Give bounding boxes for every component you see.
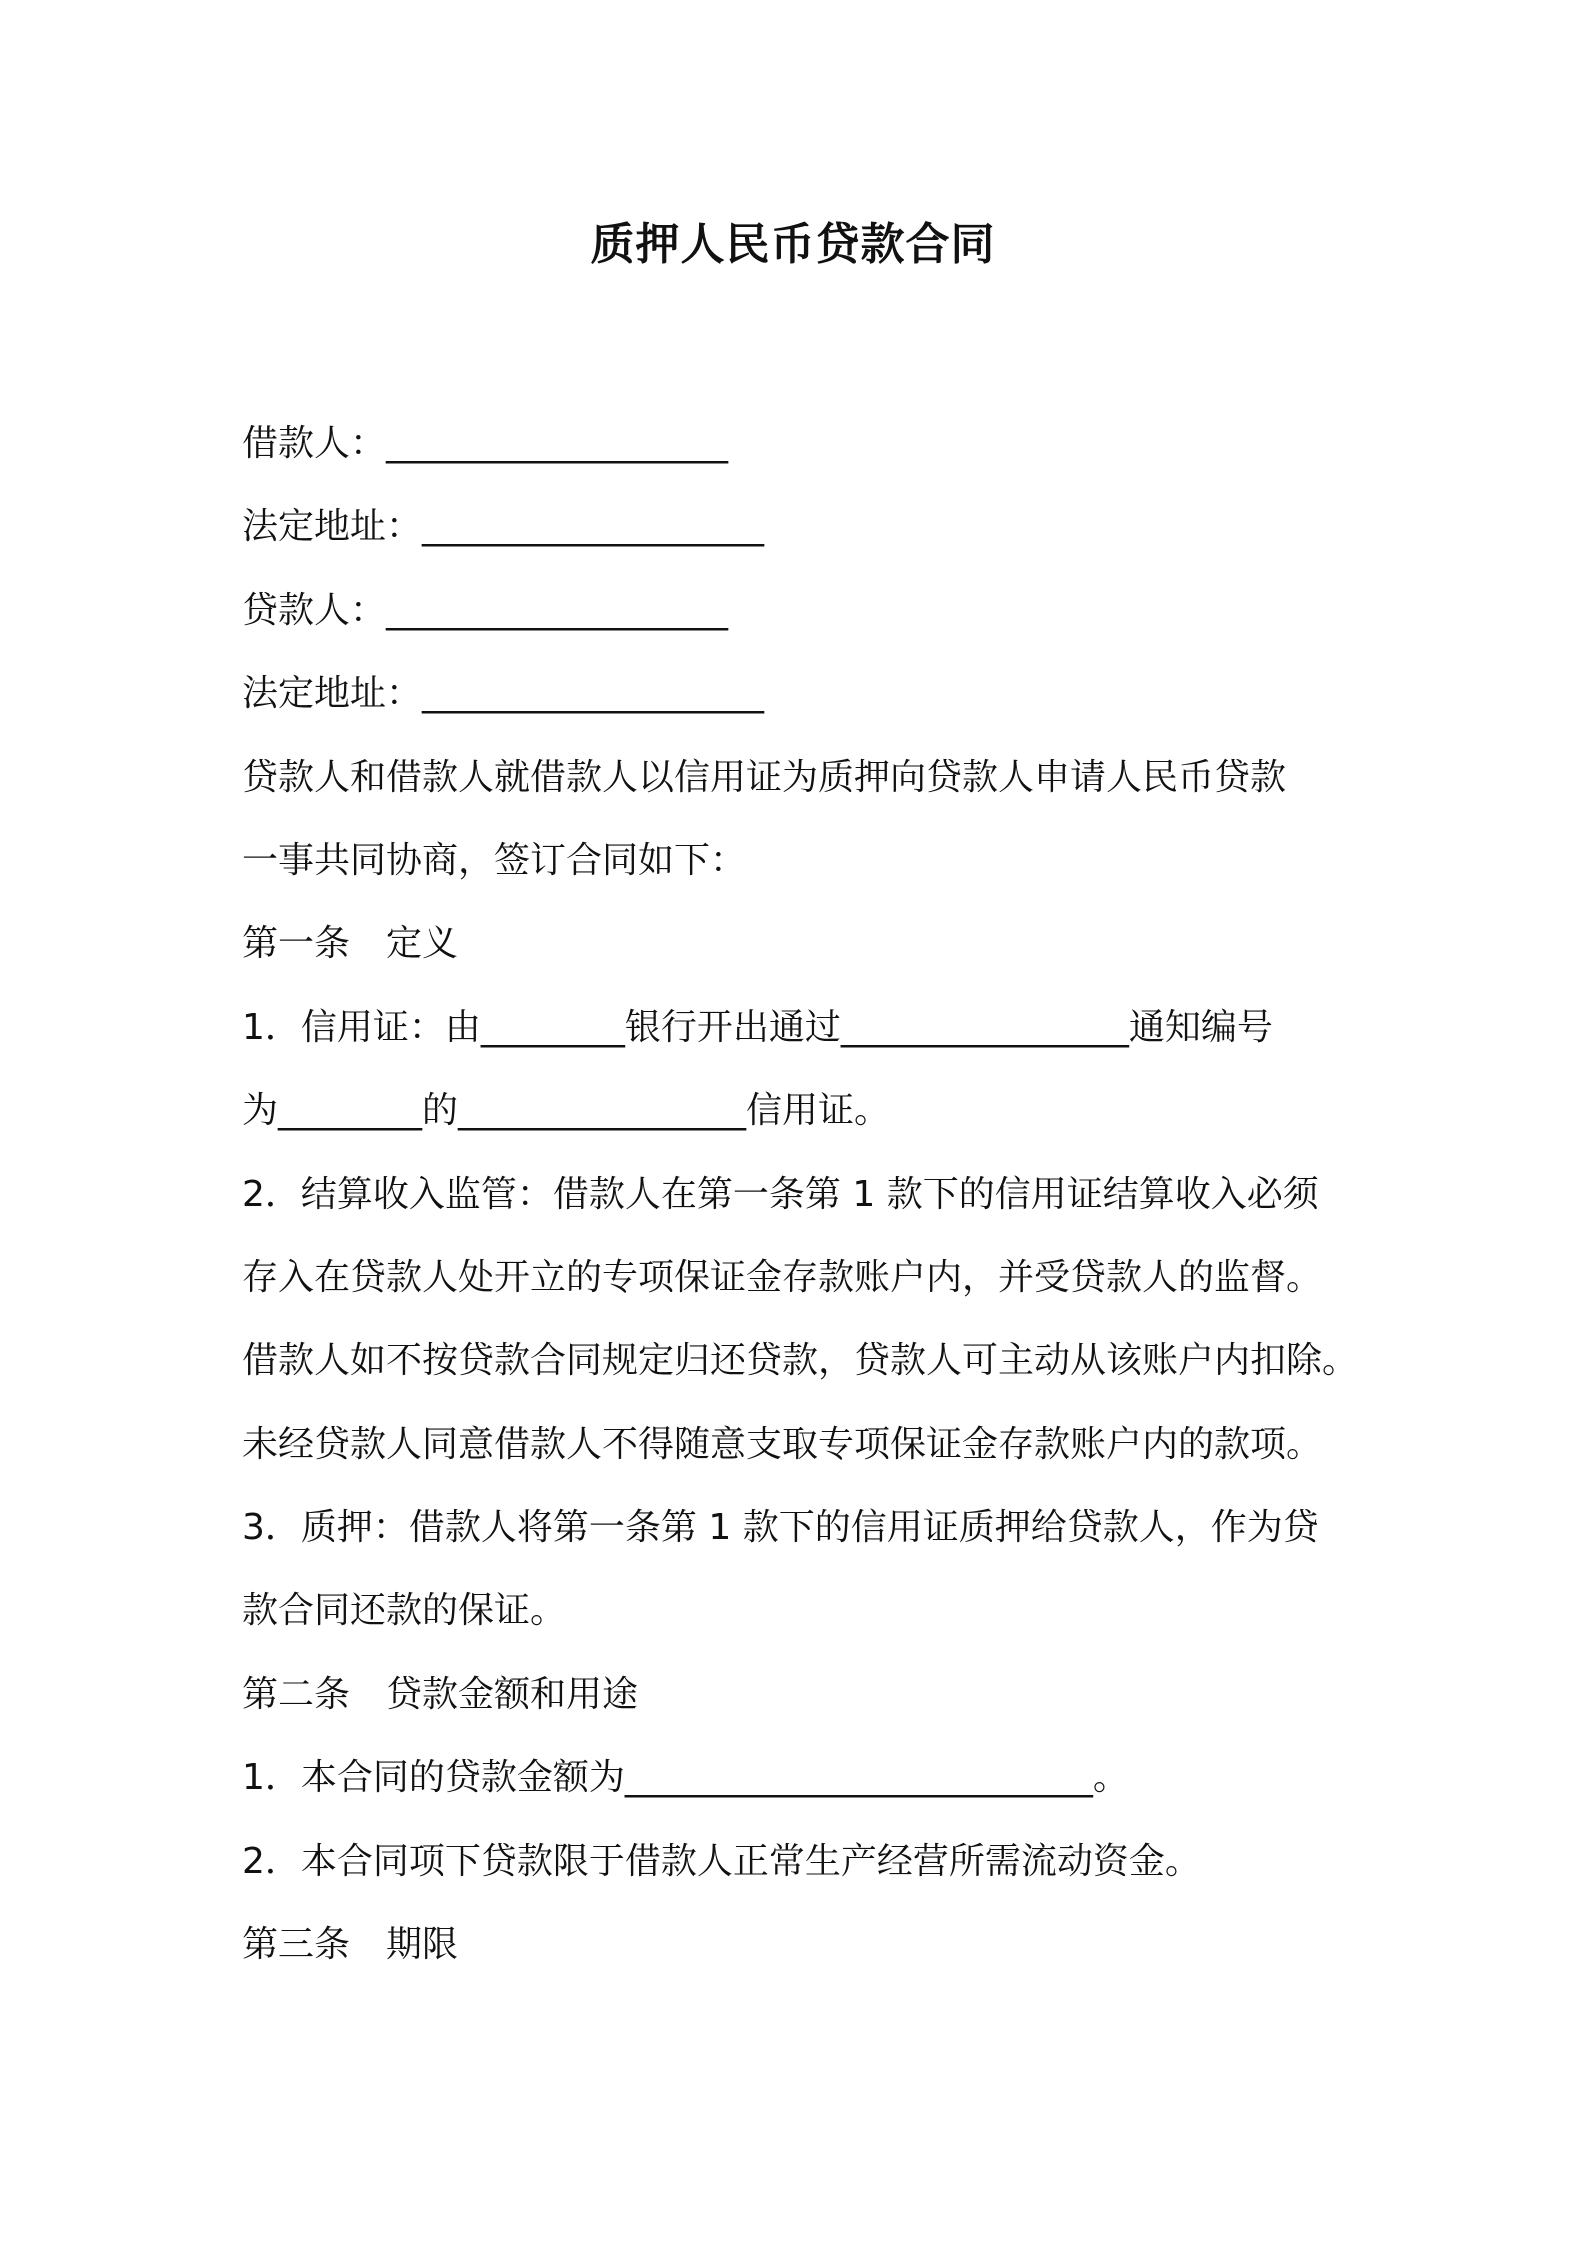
article-heading: 第一条 定义 [242,923,459,965]
clause-line: 款合同还款的保证。 [242,1590,567,1632]
lender-line: 贷款人：___________________ [242,589,729,631]
clause-line: 1．信用证：由________银行开出通过________________通知编号 [242,1006,1273,1048]
clause-line: 未经贷款人同意借款人不得随意支取专项保证金存款账户内的款项。 [242,1423,1323,1465]
borrower-address-line: 法定地址：___________________ [242,506,765,548]
clause-line: 3．质押：借款人将第一条第 1 款下的信用证质押给贷款人，作为贷 [242,1507,1319,1549]
clause-line: 2．结算收入监管：借款人在第一条第 1 款下的信用证结算收入必须 [242,1173,1319,1215]
document-body [242,402,1382,1986]
preamble-line: 一事共同协商，签订合同如下： [242,839,747,881]
clause-line: 1．本合同的贷款金额为__________________________。 [242,1757,1129,1799]
preamble-line: 贷款人和借款人就借款人以信用证为质押向贷款人申请人民币贷款 [242,756,1287,798]
article-heading: 第二条 贷款金额和用途 [242,1673,639,1715]
clause-line: 为________的________________信用证。 [242,1090,891,1132]
borrower-line: 借款人：___________________ [242,423,729,464]
clause-line: 2．本合同项下贷款限于借款人正常生产经营所需流动资金。 [242,1840,1201,1882]
lender-address-line: 法定地址：___________________ [242,673,765,715]
clause-line: 借款人如不按贷款合同规定归还贷款，贷款人可主动从该账户内扣除。 [242,1340,1359,1382]
document-title: 质押人民币贷款合同 [590,219,996,270]
article-heading: 第三条 期限 [242,1924,459,1966]
clause-line: 存入在贷款人处开立的专项保证金存款账户内，并受贷款人的监督。 [242,1256,1323,1298]
